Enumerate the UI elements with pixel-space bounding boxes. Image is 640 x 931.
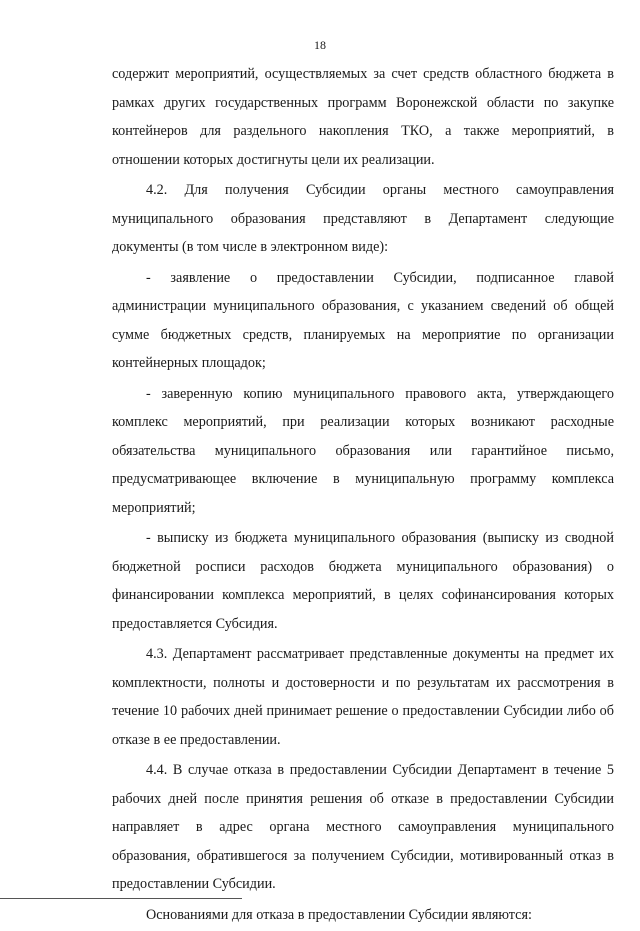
list-item-legal-act-copy: - заверенную копию муниципального правового акта, утверждающего комплекс мероприятий, при реализации которых возникают расходные обязательства муниципального образования или гарантийное письмо, предусматривающее включение в муниципальную программу комплекса мероприятий;: [112, 385, 614, 516]
paragraph-4-2: 4.2. Для получения Субсидии органы местного самоуправления муниципального образования представляют в Департамент следующие документы (в том числе в электронном виде):: [112, 182, 614, 255]
list-item-application: - заявление о предоставлении Субсидии, подписанное главой администрации муниципального образования, с указанием сведений об общей сумме бюджетных средств, планируемых на мероприятие по организации контейнерных площадок;: [112, 269, 614, 371]
list-item-budget-extract: - выписку из бюджета муниципального образования (выписку из сводной бюджетной росписи расходов бюджета муниципального образования) о финансировании комплекса мероприятий, в целях софинансирования которых предоставляется Субсидия.: [112, 530, 614, 632]
paragraph-4-3: 4.3. Департамент рассматривает представленные документы на предмет их комплектности, полноты и достоверности и по результатам их рассмотрения в течение 10 рабочих дней принимает решение о предоставлении Субсидии либо об отказе в ее предоставлении.: [112, 646, 614, 748]
paragraph-continuation: содержит мероприятий, осуществляемых за счет средств областного бюджета в рамках других государственных программ Воронежской области по закупке контейнеров для раздельного накопления ТКО, а также мероприятий, в отношении которых достигнуты цели их реализации.: [112, 66, 614, 168]
page-number: 18: [314, 38, 326, 52]
document-body: [112, 60, 614, 931]
paragraph-refusal-grounds: Основаниями для отказа в предоставлении Субсидии являются:: [146, 906, 532, 923]
footer-rule: [0, 898, 242, 899]
paragraph-4-4: 4.4. В случае отказа в предоставлении Субсидии Департамент в течение 5 рабочих дней после принятия решения об отказе в предоставлении Субсидии направляет в адрес органа местного самоуправления муниципального образования, обратившегося за получением Субсидии, мотивированный отказ в предоставлении Субсидии.: [112, 762, 614, 892]
